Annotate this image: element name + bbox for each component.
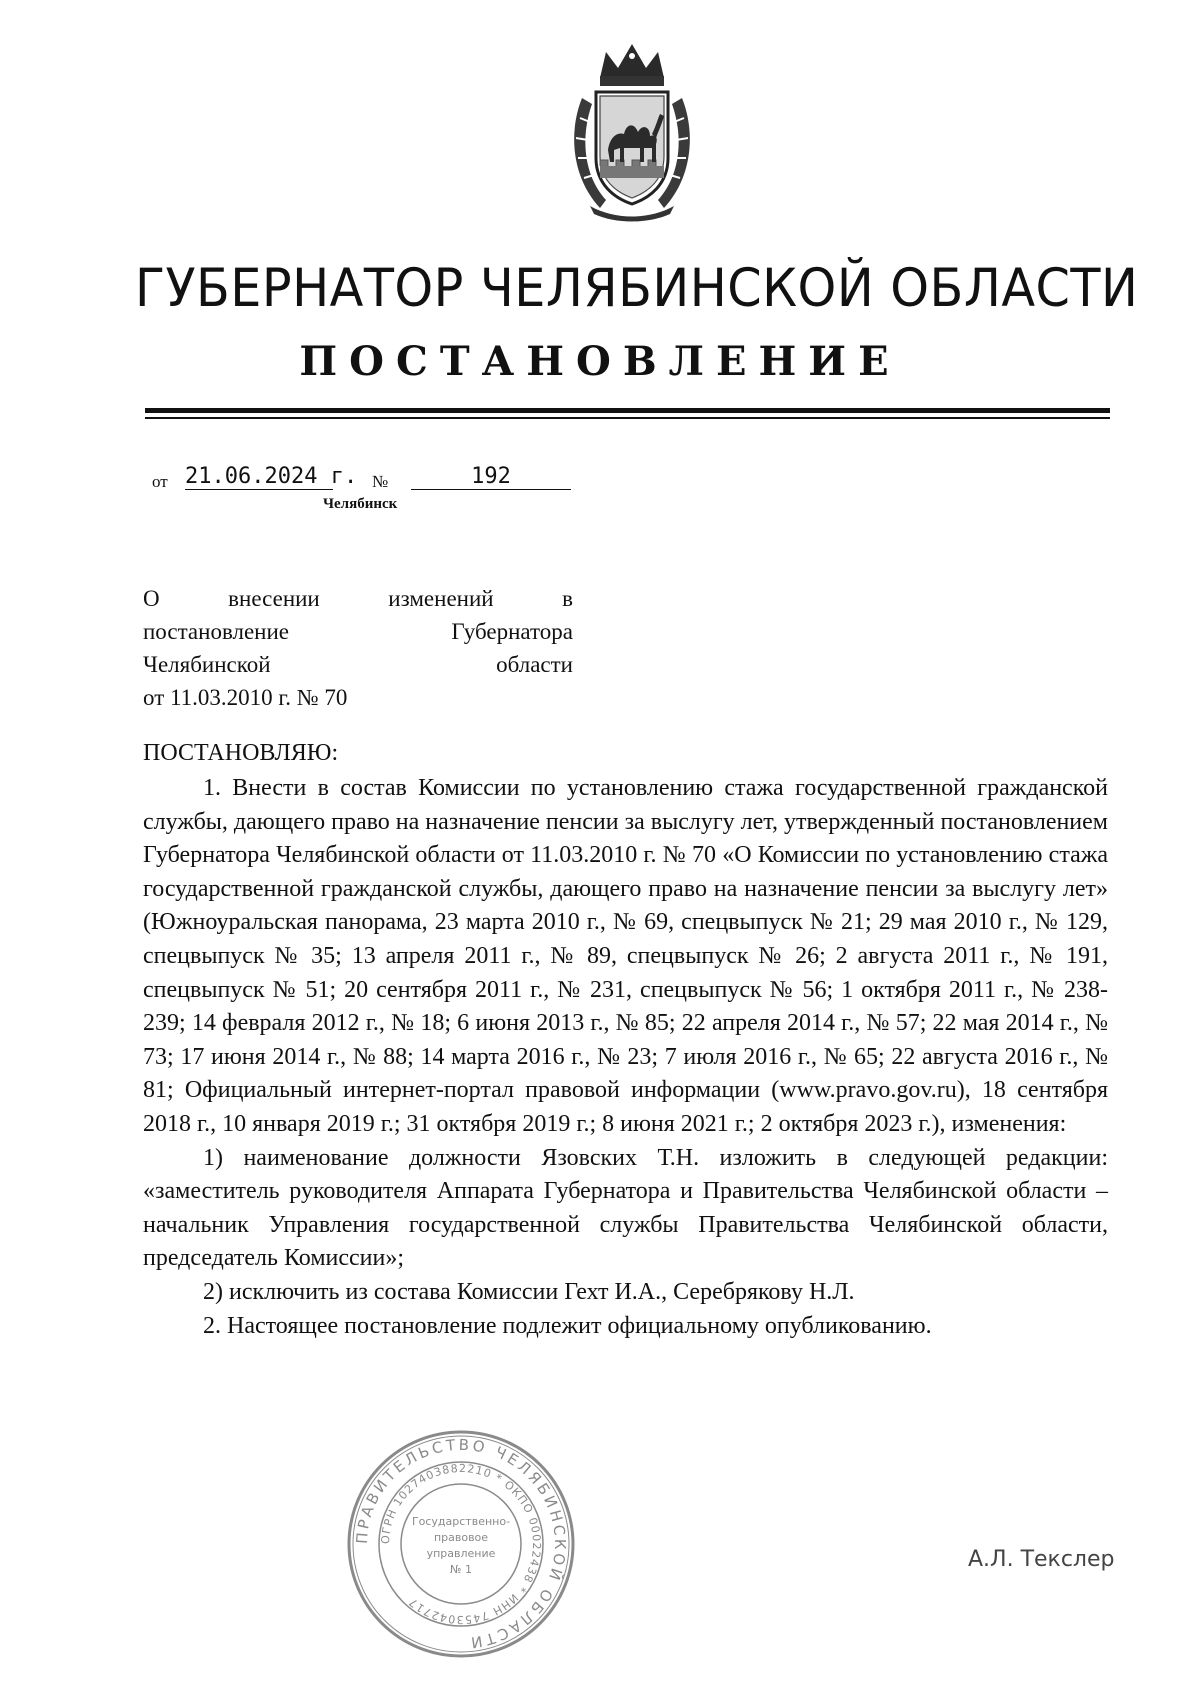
header-rule-thick (145, 408, 1110, 413)
document-date: 21.06.2024 г. (185, 464, 358, 489)
paragraph-2: 2. Настоящее постановление подлежит официальному опубликованию. (203, 1312, 932, 1339)
document-subject (143, 582, 573, 714)
government-title: ГУБЕРНАТОР ЧЕЛЯБИНСКОЙ ОБЛАСТИ (135, 258, 1139, 319)
document-type: ПОСТАНОВЛЕНИЕ (299, 338, 901, 385)
subject-line: О внесении изменений в (143, 586, 573, 611)
seal-outer-text: ПРАВИТЕЛЬСТВО ЧЕЛЯБИНСКОЙ ОБЛАСТИ (352, 1435, 570, 1652)
subject-line: Челябинской области (143, 652, 573, 677)
document-number: 192 (411, 464, 571, 490)
paragraph-1: 1. Внести в состав Комиссии по установлению стажа государственной гражданской службы, дающего право на назначение пенсии за выслугу лет, утвержденный постановлением Губернатора Челябинской области от 11.03.2010 г. № 70 «О Комиссии по установлению стажа государственной гражданской службы, дающего право на назначение пенсии за выслугу лет» (Южноуральская панорама, 23 марта 2010 г., № 69, спецвыпуск № 21; 29 мая 2010 г., № 129, спецвыпуск № 35; 13 апреля 2011 г., № 89, спецвыпуск № 26; 2 августа 2011 г., № 191, спецвыпуск № 51; 20 сентября 2011 г., № 231, спецвыпуск № 56; 1 октября 2011 г., № 238-239; 14 февраля 2012 г., № 18; 6 июня 2013 г., № 85; 22 апреля 2014 г., № 57; 22 мая 2014 г., № 73; 17 июня 2014 г., № 88; 14 марта 2016 г., № 23; 7 июля 2016 г., № 65; 22 августа 2016 г., № 81; Официальный интернет-портал правовой информации (www.pravo.gov.ru), 18 сентября 2018 г., 10 января 2019 г.; 31 октября 2019 г.; 8 июня 2021 г.; 2 октября 2023 г.), изменения: (143, 775, 1108, 1137)
seal-center-line: Государственно- (411, 1515, 511, 1528)
signer-name: А.Л. Текслер (968, 1547, 1115, 1572)
document-city: Челябинск (323, 496, 398, 512)
coat-of-arms-icon (560, 38, 704, 224)
seal-center-line: правовое (433, 1531, 489, 1544)
subject-line: от 11.03.2010 г. № 70 (143, 685, 348, 710)
number-sign: № (372, 472, 389, 491)
seal-center-line: № 1 (450, 1563, 472, 1576)
header-rule-thin (145, 417, 1110, 419)
seal-center-line: управление (426, 1547, 496, 1560)
date-prefix: от (152, 472, 168, 491)
item-2: 2) исключить из состава Комиссии Гехт И.А., Серебрякову Н.Л. (203, 1278, 855, 1305)
seal-ring-text: ОГРН 1027403882210 * ОКПО 00022438 * ИНН 7453042717 (378, 1461, 544, 1627)
subject-line: постановление Губернатора (143, 619, 573, 644)
item-1: 1) наименование должности Язовских Т.Н. изложить в следующей редакции: «заместитель руководителя Аппарата Губернатора и Правительства Челябинской области – начальник Управления государственной службы Правительства Челябинской области, председатель Комиссии»; (143, 1144, 1108, 1272)
official-seal (342, 1425, 580, 1663)
document-body (143, 772, 1108, 1343)
resolve-heading: ПОСТАНОВЛЯЮ: (143, 740, 339, 766)
